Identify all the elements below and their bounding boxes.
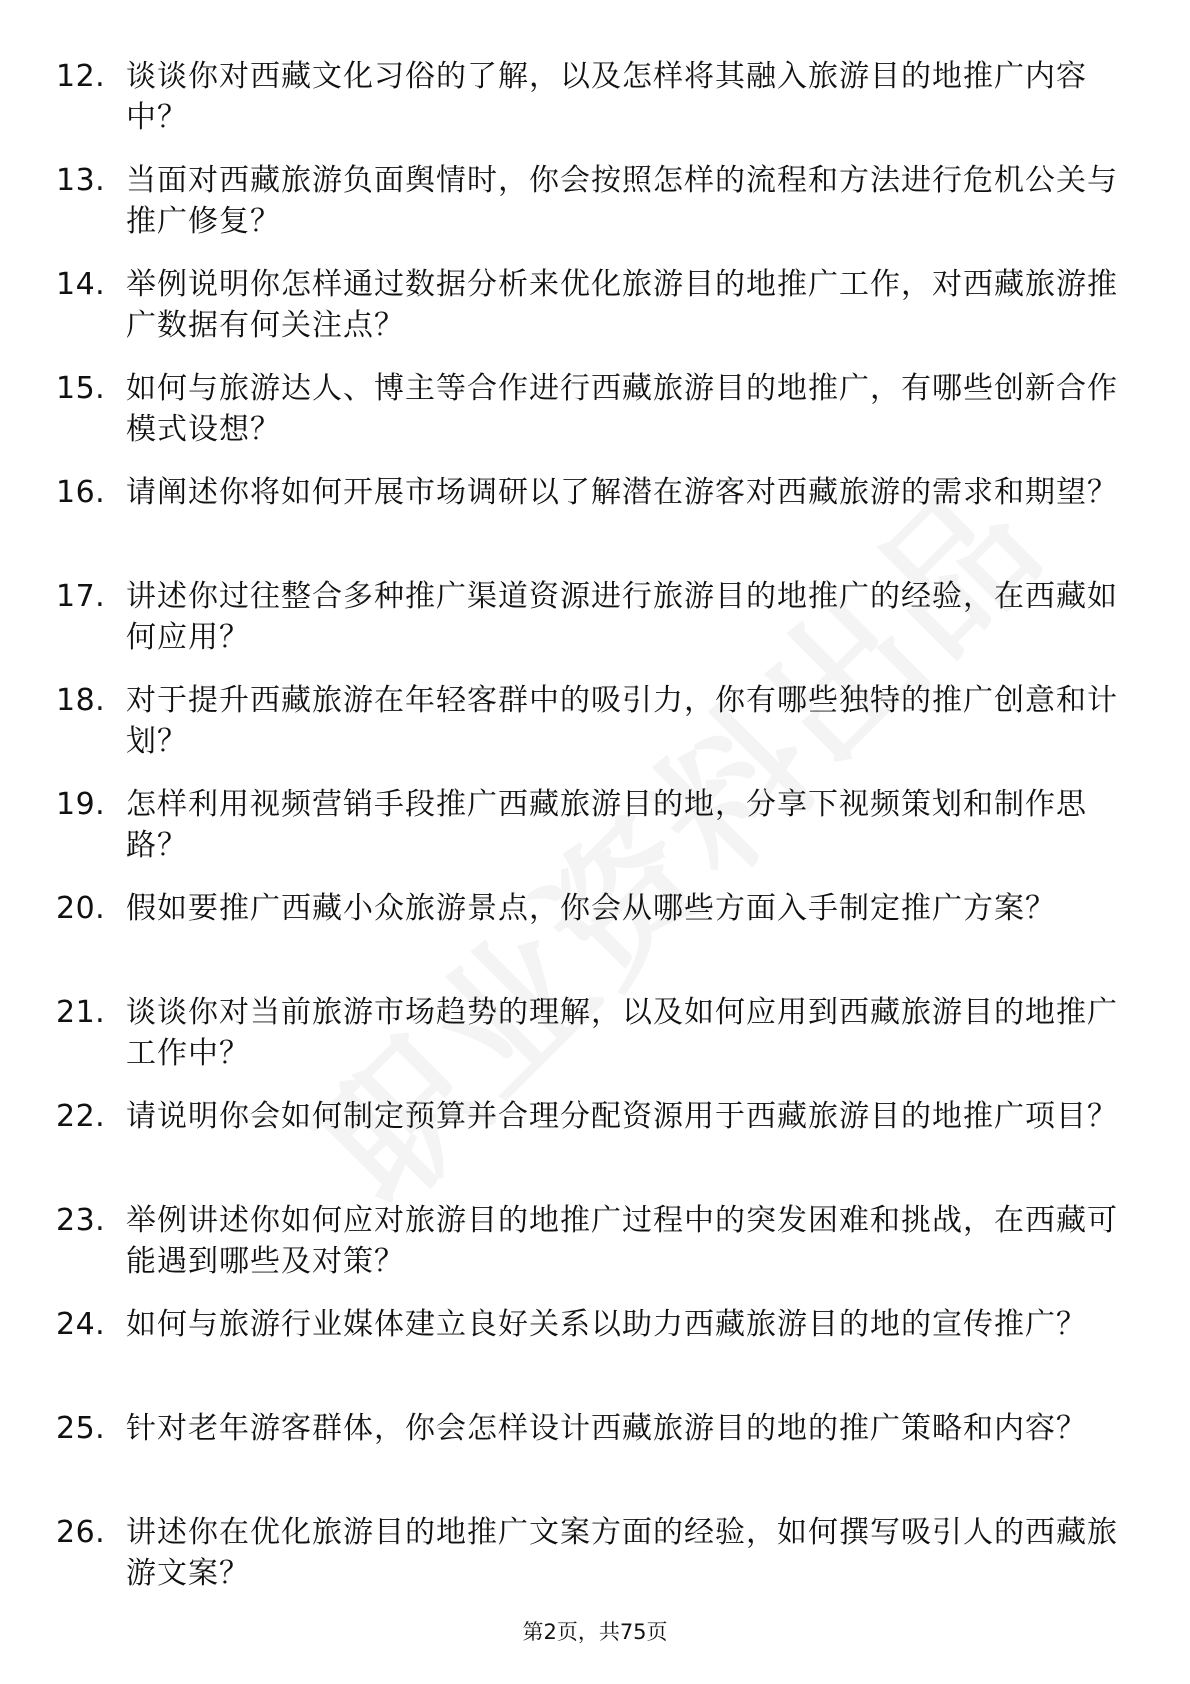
question-number: 22. [56,1099,106,1134]
question-item [0,260,1190,364]
question-text: 怎样利用视频营销手段推广西藏旅游目的地，分享下视频策划和制作思路？ [126,787,1087,863]
question-text: 举例讲述你如何应对旅游目的地推广过程中的突发困难和挑战，在西藏可能遇到哪些及对策？ [126,1203,1118,1279]
question-item [0,780,1190,884]
question-text: 请阐述你将如何开展市场调研以了解潜在游客对西藏旅游的需求和期望？ [126,475,1118,510]
question-text: 当面对西藏旅游负面舆情时，你会按照怎样的流程和方法进行危机公关与推广修复？ [126,163,1118,239]
question-item [0,676,1190,780]
question-number: 26. [56,1515,106,1550]
question-number: 12. [56,59,106,94]
question-item [0,884,1190,988]
question-number: 19. [56,787,106,822]
question-item [0,1196,1190,1300]
question-number: 14. [56,267,106,302]
question-text: 谈谈你对西藏文化习俗的了解，以及怎样将其融入旅游目的地推广内容中？ [126,59,1087,135]
page-footer: 第2页，共75页 [522,1620,668,1644]
question-number: 23. [56,1203,106,1238]
question-text: 如何与旅游行业媒体建立良好关系以助力西藏旅游目的地的宣传推广？ [126,1307,1087,1342]
question-item [0,156,1190,260]
question-text: 举例说明你怎样通过数据分析来优化旅游目的地推广工作，对西藏旅游推广数据有何关注点？ [126,267,1118,343]
question-number: 25. [56,1411,106,1446]
question-number: 15. [56,371,106,406]
question-item [0,468,1190,572]
question-text: 假如要推广西藏小众旅游景点，你会从哪些方面入手制定推广方案？ [126,891,1056,926]
question-text: 对于提升西藏旅游在年轻客群中的吸引力，你有哪些独特的推广创意和计划？ [126,683,1118,759]
question-list [0,52,1190,1612]
question-item [0,52,1190,156]
question-number: 18. [56,683,106,718]
question-item [0,364,1190,468]
question-item [0,1300,1190,1404]
question-number: 17. [56,579,106,614]
question-number: 13. [56,163,106,198]
question-text: 针对老年游客群体，你会怎样设计西藏旅游目的地的推广策略和内容？ [126,1411,1087,1446]
question-text: 讲述你过往整合多种推广渠道资源进行旅游目的地推广的经验，在西藏如何应用？ [126,579,1118,655]
question-number: 20. [56,891,106,926]
question-item [0,1092,1190,1196]
question-text: 请说明你会如何制定预算并合理分配资源用于西藏旅游目的地推广项目？ [126,1099,1118,1134]
question-text: 谈谈你对当前旅游市场趋势的理解，以及如何应用到西藏旅游目的地推广工作中？ [126,995,1118,1071]
question-number: 24. [56,1307,106,1342]
question-number: 21. [56,995,106,1030]
question-item [0,572,1190,676]
question-number: 16. [56,475,106,510]
question-item [0,988,1190,1092]
question-text: 讲述你在优化旅游目的地推广文案方面的经验，如何撰写吸引人的西藏旅游文案？ [126,1515,1118,1591]
question-item [0,1404,1190,1508]
question-text: 如何与旅游达人、博主等合作进行西藏旅游目的地推广，有哪些创新合作模式设想？ [126,371,1118,447]
question-item [0,1508,1190,1612]
